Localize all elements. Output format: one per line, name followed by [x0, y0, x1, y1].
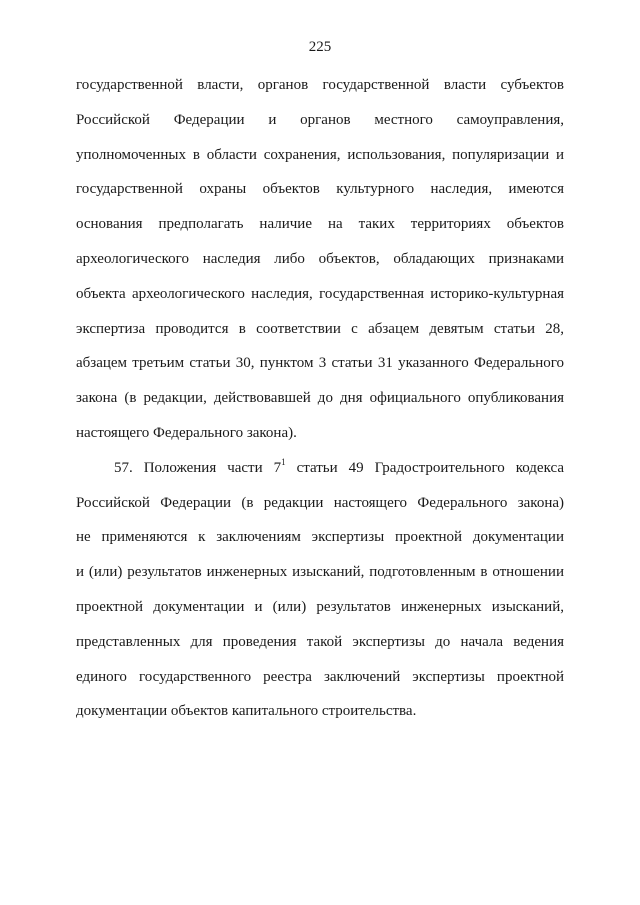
text-line: представленных для проведения такой экспертизы до начала ведения: [76, 633, 564, 650]
text-line-first: [76, 457, 564, 492]
page-number: 225: [308, 39, 332, 55]
superscript: 1: [281, 456, 286, 467]
text-line: единого государственного реестра заключений экспертизы проектной: [76, 668, 564, 685]
paragraph-lead-rest: статьи 49 Градостроительного кодекса: [285, 459, 565, 476]
text-line: экспертиза проводится в соответствии с абзацем девятым статьи 28,: [76, 320, 564, 337]
text-line: документации объектов капитального строительства.: [76, 703, 417, 720]
document-body: [76, 74, 564, 735]
text-line: проектной документации и (или) результатов инженерных изысканий,: [76, 598, 564, 615]
text-line: настоящего Федерального закона).: [76, 424, 297, 441]
text-line: Российской Федерации (в редакции настоящего Федерального закона): [76, 494, 564, 511]
text-line: государственной охраны объектов культурного наследия, имеются: [76, 181, 564, 198]
text-line: и (или) результатов инженерных изысканий, подготовленным в отношении: [76, 564, 564, 581]
text-line: объекта археологического наследия, государственная историко-культурная: [76, 285, 564, 302]
paragraph-2: [76, 457, 564, 735]
text-line: государственной власти, органов государственной власти субъектов: [76, 77, 564, 93]
text-line: абзацем третьим статьи 30, пунктом 3 статьи 31 указанного Федерального: [76, 355, 564, 372]
text-line: основания предполагать наличие на таких территориях объектов: [76, 216, 564, 233]
text-line: не применяются к заключениям экспертизы проектной документации: [76, 529, 564, 546]
text-line: закона (в редакции, действовавшей до дня официального опубликования: [76, 390, 564, 407]
paragraph-1: [76, 74, 564, 457]
text-line: уполномоченных в области сохранения, использования, популяризации и: [76, 146, 564, 163]
text-line: археологического наследия либо объектов, обладающих признаками: [76, 250, 564, 267]
text-line: Российской Федерации и органов местного самоуправления,: [76, 111, 564, 128]
paragraph-lead: 57. Положения части 7: [114, 459, 282, 476]
